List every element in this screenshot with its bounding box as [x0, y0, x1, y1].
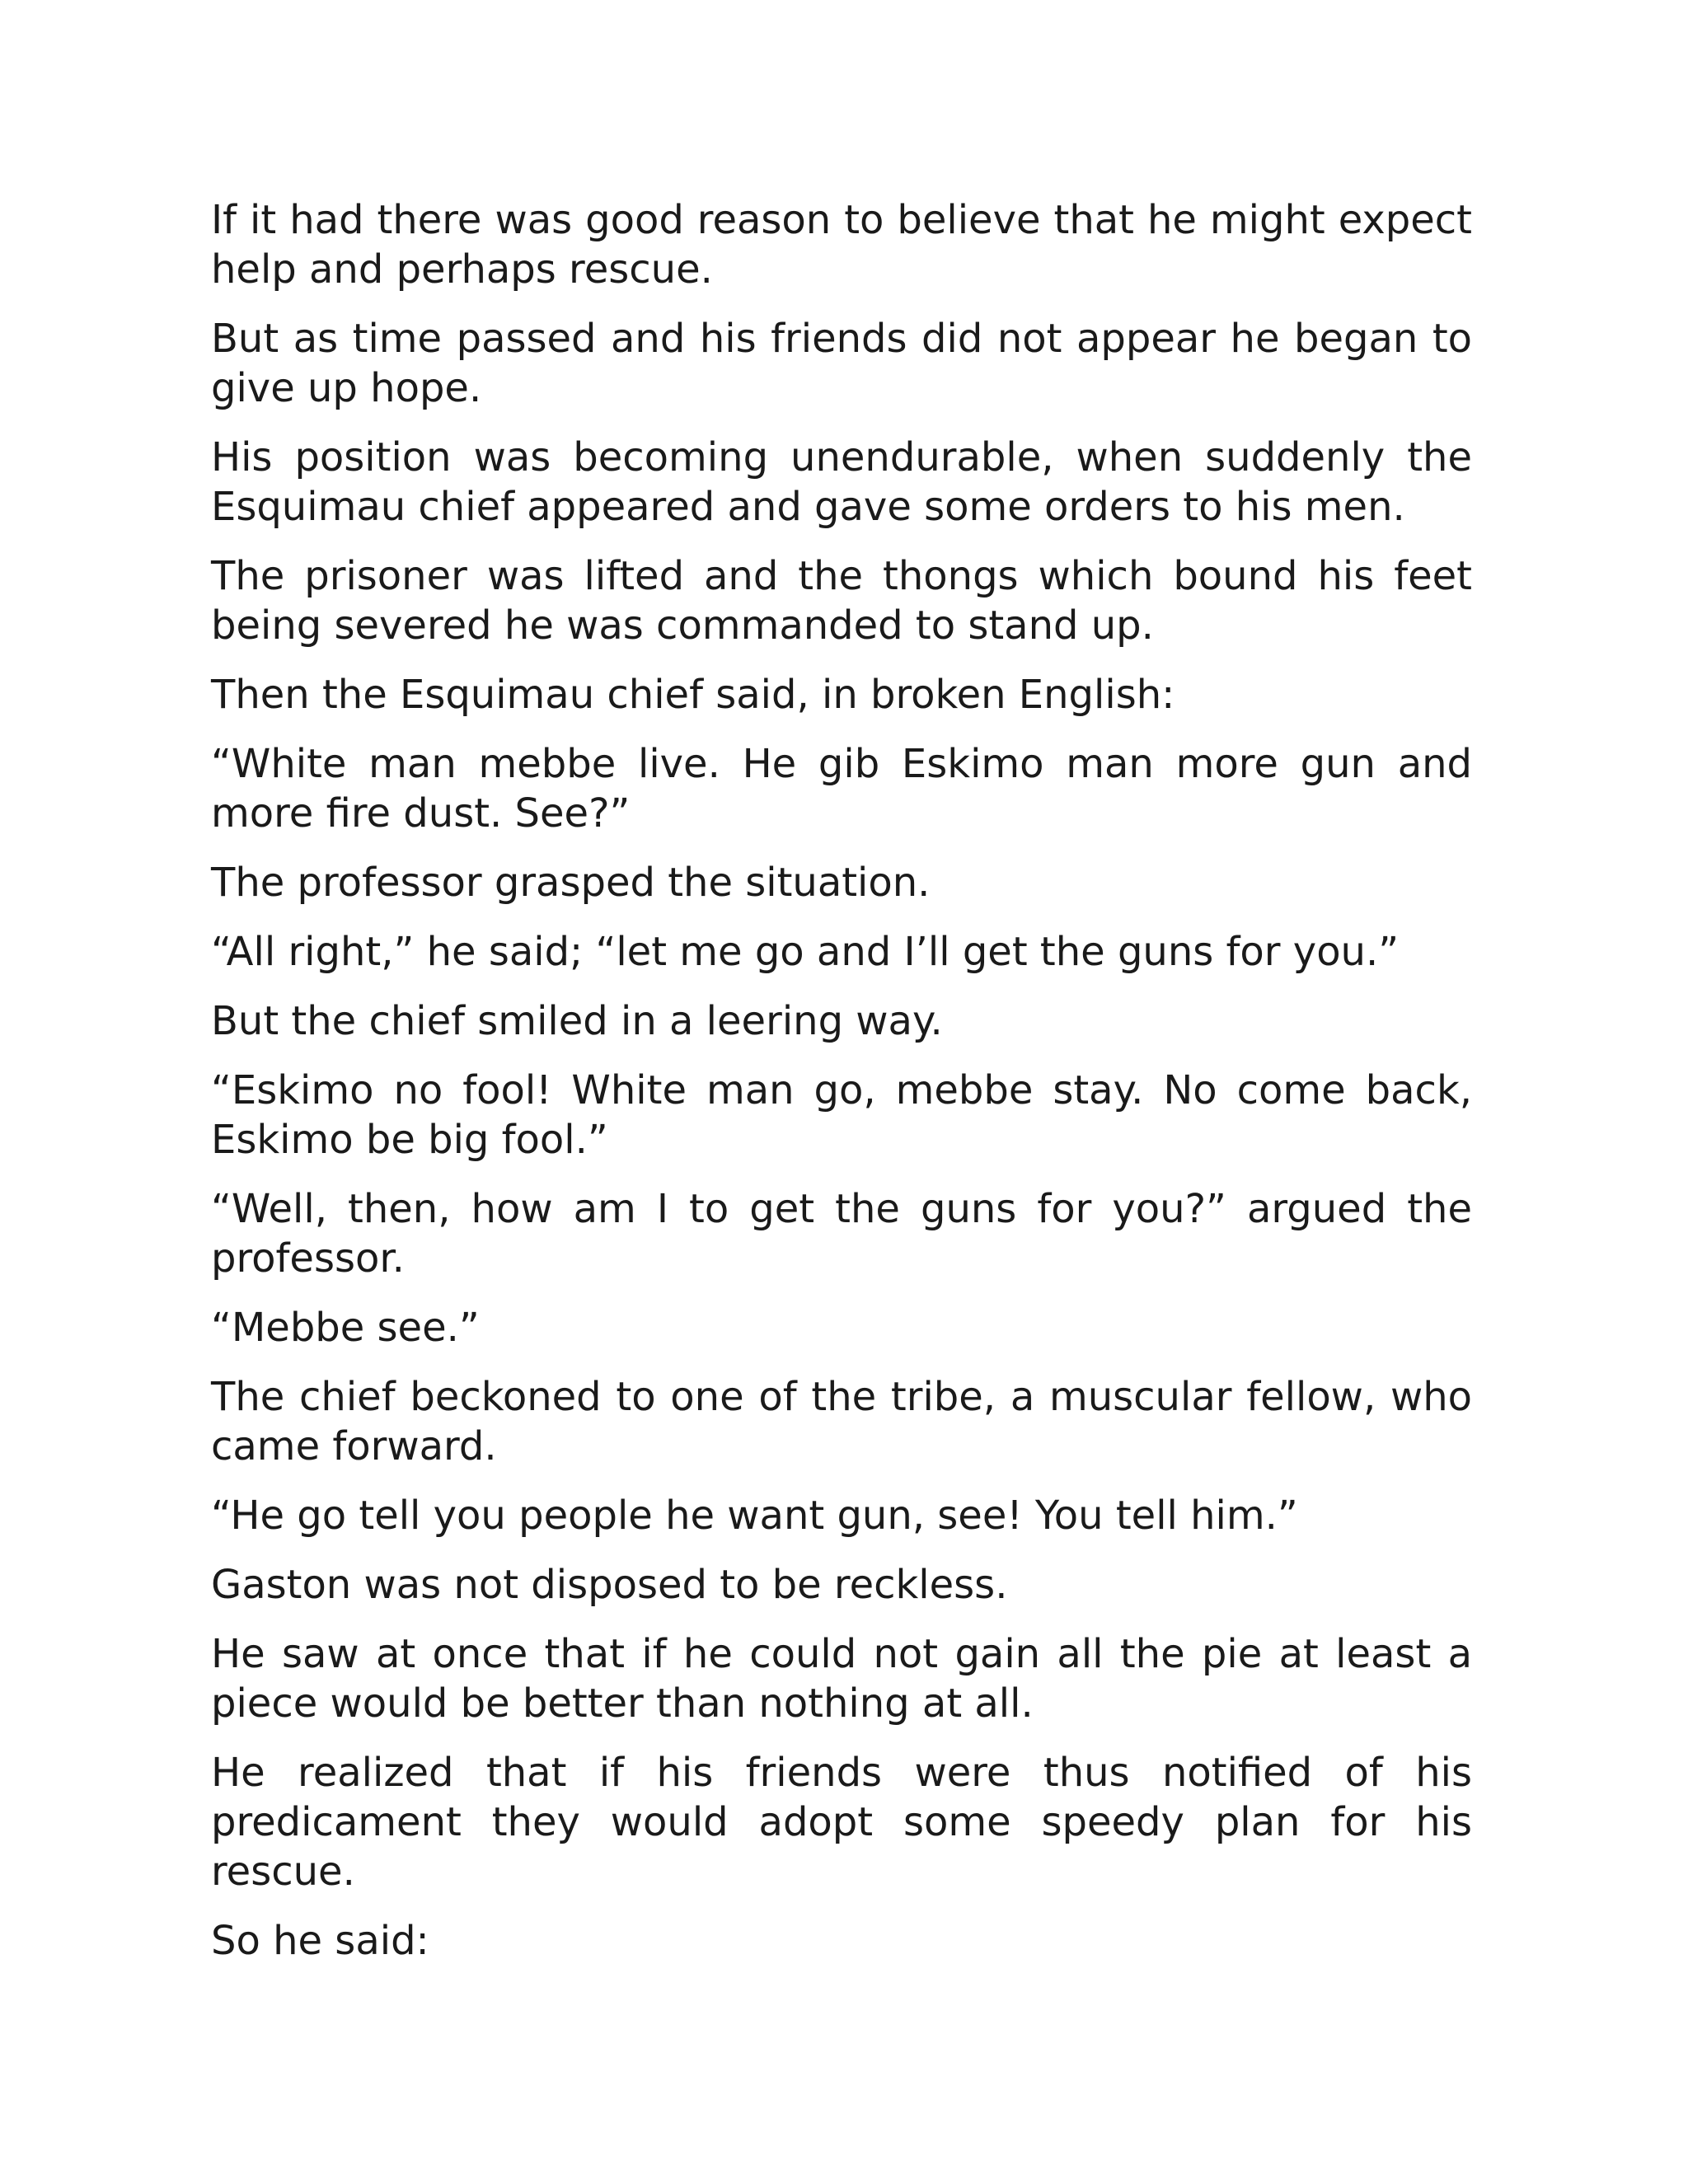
paragraph: “Eskimo no fool! White man go, mebbe stay. No come back, Eskimo be big fool.” [211, 1067, 1472, 1163]
paragraph: His position was becoming unendurable, when suddenly the Esquimau chief appeared and gave some orders to his men. [211, 434, 1472, 530]
paragraph: “Well, then, how am I to get the guns for you?” argued the professor. [211, 1186, 1472, 1282]
paragraph: He realized that if his friends were thus notified of his predicament they would adopt some speedy plan for his rescue. [211, 1750, 1472, 1895]
paragraph: The prisoner was lifted and the thongs which bound his feet being severed he was commanded to stand up. [211, 553, 1472, 649]
paragraph: If it had there was good reason to believe that he might expect help and perhaps rescue. [211, 197, 1472, 293]
body-text [211, 195, 1472, 1985]
paragraph: Gaston was not disposed to be reckless. [211, 1562, 1008, 1608]
paragraph: But the chief smiled in a leering way. [211, 998, 943, 1044]
paragraph: “All right,” he said; “let me go and I’ll get the guns for you.” [211, 929, 1400, 975]
paragraph: So he said: [211, 1918, 429, 1964]
paragraph: The professor grasped the situation. [211, 860, 931, 906]
paragraph: He saw at once that if he could not gain all the pie at least a piece would be better than nothing at all. [211, 1631, 1472, 1727]
paragraph: The chief beckoned to one of the tribe, a muscular fellow, who came forward. [211, 1374, 1472, 1469]
paragraph: But as time passed and his friends did not appear he began to give up hope. [211, 316, 1472, 411]
paragraph: “He go tell you people he want gun, see! You tell him.” [211, 1493, 1298, 1539]
paragraph: Then the Esquimau chief said, in broken English: [211, 672, 1175, 718]
paragraph: “White man mebbe live. He gib Eskimo man more gun and more fire dust. See?” [211, 741, 1472, 837]
paragraph: “Mebbe see.” [211, 1305, 480, 1351]
